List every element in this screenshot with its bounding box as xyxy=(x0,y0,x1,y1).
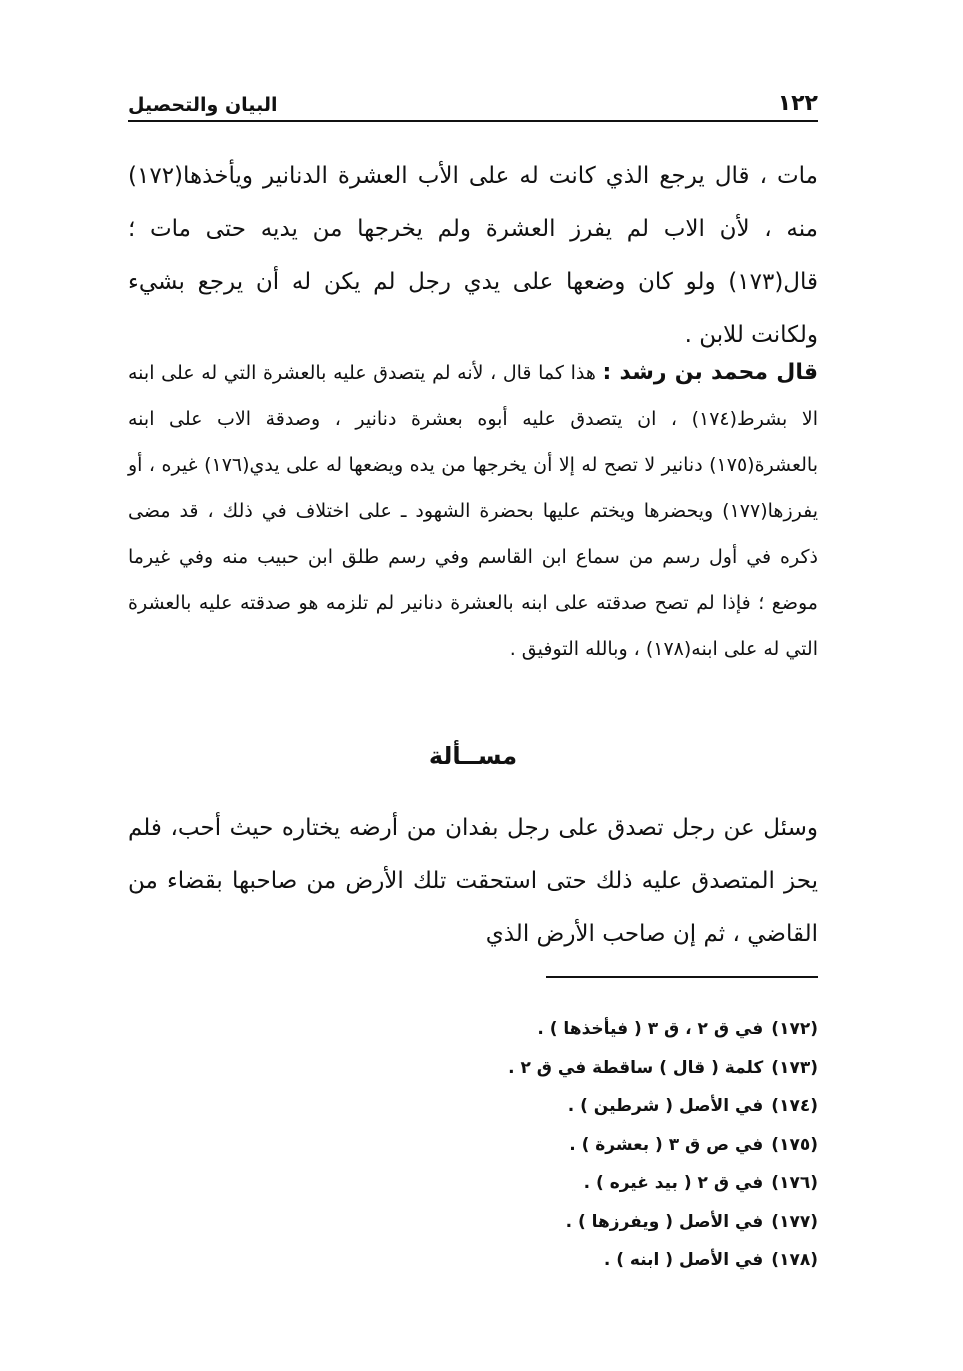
paragraph-question: وسئل عن رجل تصدق على رجل بفدان من أرضه يختاره حيث أحب، فلم يحز المتصدق عليه ذلك حتى استحقت تلك الأرض من صاحبها بقضاء من القاضي ، ثم إن صاحب الأرض الذي xyxy=(128,815,818,947)
footnote-number: (١٧٣) xyxy=(771,1057,818,1078)
commentary-text: هذا كما قال ، لأنه لم يتصدق عليه بالعشرة التي له على ابنه الا بشرط(١٧٤) ، ان يتصدق عليه أبوه بعشرة دنانير ، وصدقة الاب على ابنه بالعشرة(١٧٥) دنانير لا تصح له إلا أن يخرجها من يده ويضعها له على يدي(١٧٦) غيره ، أو يفرزها(١٧٧) ويحضرها ويختم عليها بحضرة الشهود ـ على اختلاف في ذلك ، قد مضى ذكره في أول رسم من سماع ابن القاسم وفي رسم طلق ابن حبيب منه وفي غيرما موضع ؛ فإذا لم تصح صدقته على ابنه بالعشرة دنانير لم تلزمه هو صدقته عليه بالعشرة التي له على ابنه(١٧٨) ، وبالله التوفيق . xyxy=(128,362,818,660)
paragraph-continuation: مات ، قال يرجع الذي كانت له على الأب العشرة الدنانير ويأخذها(١٧٢) منه ، لأن الاب لم يفرز العشرة ولم يخرجها من يديه حتى مات ؛ قال(١٧٣) ولو كان وضعها على يدي رجل لم يكن له أن يرجع بشيء ولكانت للابن . xyxy=(128,163,818,348)
footnote-number: (١٧٨) xyxy=(771,1250,818,1270)
footnote-item xyxy=(128,1203,818,1242)
footnote-item xyxy=(128,1241,818,1280)
page-number: ١٢٢ xyxy=(777,91,818,116)
footnote-text: في ق ٢ ، ق ٣ ( فيأخذها ) . xyxy=(537,1019,764,1039)
footnote-text: في ق ٢ ( بيد غيره ) . xyxy=(583,1173,764,1193)
footnote-item xyxy=(128,1164,818,1203)
footnote-text: في الأصل ( ويفرزها ) . xyxy=(565,1211,764,1232)
footnote-item xyxy=(128,1049,818,1088)
footnote-number: (١٧٢) xyxy=(771,1019,818,1039)
paragraph-commentary xyxy=(128,350,818,672)
footnote-item xyxy=(128,1087,818,1126)
footnote-text: في الأصل ( ابنه ) . xyxy=(603,1250,764,1270)
footnote-number: (١٧٦) xyxy=(771,1173,818,1193)
running-header xyxy=(128,82,818,116)
header-rule xyxy=(128,120,818,122)
footnote-item xyxy=(128,1010,818,1049)
footnote-number: (١٧٤) xyxy=(771,1096,818,1116)
section-heading: مســألة xyxy=(428,742,518,770)
footnote-item xyxy=(128,1126,818,1165)
commentary-lead: قال محمد بن رشد : xyxy=(602,360,818,385)
footnote-number: (١٧٥) xyxy=(771,1134,818,1155)
book-title: البيان والتحصيل xyxy=(128,94,278,116)
footnote-number: (١٧٧) xyxy=(771,1211,818,1232)
footnote-text: كلمة ( قال ) ساقطة في ق ٢ . xyxy=(508,1057,764,1078)
footnote-text: في ص ق ٣ ( بعشرة ) . xyxy=(569,1134,764,1155)
footnotes-list xyxy=(128,1010,818,1280)
footnote-text: في الأصل ( شرطين ) . xyxy=(567,1096,764,1116)
